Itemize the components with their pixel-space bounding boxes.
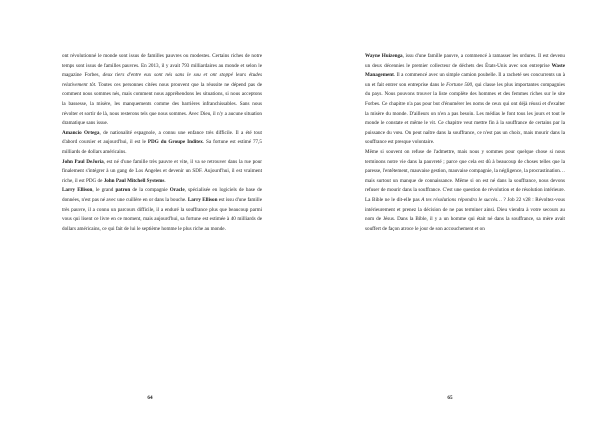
bold-text: Amancio Ortega <box>62 129 100 136</box>
paragraph-amancio-ortega <box>62 129 262 158</box>
italic-text: A tes résolutions répondra le succès… <box>421 196 502 203</box>
paragraph <box>62 52 262 129</box>
text-run: . Sa fortune est estimé 77,5 milliards de dollars américains. <box>62 139 262 155</box>
text-run: est issu d'une famille très pauvre, il a connu un parcours difficile, il a enduré la souffrance plus que beaucoup parmi vous qui lisent ce livre en ce moment, mais aujourd'hui, sa fortune est estimée à 40 milliards de dollars américains, ce qui fait de lui le septième homme le plus riche au monde. <box>62 196 262 232</box>
text-run: ont révolutionné le monde sont issus de familles pauvres ou modestes. Certains riches de notre temps sont issus de familles pauvres. En 2013, il y avait 793 milliardaires au monde et selon le magazine Forbes, <box>62 53 262 79</box>
right-page <box>300 0 600 424</box>
bold-text: PDG du Groupe Inditex <box>147 139 203 146</box>
bold-text: Waste Management <box>365 62 565 79</box>
bold-text: Larry Ellison <box>187 196 218 203</box>
italic-text: Fortune 500 <box>446 81 473 88</box>
text-run: , est né d'une famille très pauvre et vite, il va se retrouver dans la rue pour finalement s'intégrer à un gang de Los Angeles et devenir un SDF. Aujourd'hui, il est vraiment riche, il est PDG de <box>62 158 263 184</box>
italic-text: deux tiers d'entre eux sont nés sans le sou et ont stoppé leurs études relativement tôt <box>62 72 262 88</box>
paragraph-wayne-huizenga <box>365 52 565 148</box>
paragraph-larry-ellison <box>62 186 262 234</box>
bold-text: Oracle <box>169 187 185 194</box>
paragraph <box>365 148 565 234</box>
text-run: . Il a commencé avec un simple camion poubelle. Il a racheté ses concurrents un à un et fait entrer son entreprise dans le <box>365 72 565 88</box>
text-run: ? Job 22 v28 : Révoltez-vous intérieurement et prenez la décision de ne pas terminer ainsi. Dieu viendra à votre secours au nom de Jésus. Dans la Bible, il y a un homme qui était né dans la souffrance, sa mère avait souffert de façon atroce le jour de son accouchement et on <box>365 196 565 232</box>
bold-text: John Paul Mitchell Systems <box>103 177 165 184</box>
text-run: . Toutes ces personnes citées nous prouvent que la réussite ne dépend pas de comment nous sommes nés, mais comment nous appréhendons les situations, si nous acceptons la bassesse, la misère, les manquements comme des barrières infranchissables. Sans nous révolter et sortir de là, nous resterons tels que nous sommes. Avec Dieu, il n'y a aucune situation dramatique sans issue. <box>62 81 262 127</box>
text-run: , issu d'une famille pauvre, a commencé à ramasser les ordures. Il est devenu un deux décennies le premier collecteur de déchets des États-Unis avec son entreprise <box>365 53 565 69</box>
text-run: Même si souvent on refuse de l'admettre, mais nous y sommes pour quelque chose si nous terminons notre vie dans la pauvreté ; parce que cela est dû à beaucoup de choses telles que la paresse, l'entêtement, mauvaise gestion, mauvaise compagnie, la négligence, la procrastination…mais surtout un manque de connaissance. Même si on est né dans la souffrance, nous devons refuser de mourir dans la souffrance. C'est une question de révolution et de résolution intérieure. La Bible ne le dit-elle pas <box>365 148 565 203</box>
paragraph-john-paul-dejoria <box>62 158 262 187</box>
page-number-right: 65 <box>447 395 453 401</box>
text-run: de la compagnie <box>130 187 170 194</box>
bold-text: Wayne Huizenga <box>365 53 403 59</box>
right-page-text <box>365 52 565 234</box>
text-run: , spécialisée en logiciels de base de données, n'est pas né avec une cuillère en or dans la bouche. <box>62 187 262 203</box>
text-run: , le grand <box>92 187 116 194</box>
text-run: , de nationalité espagnole, a connu une enfance très difficile. Il a été tout d'abord coursier et aujourd'hui, il est le <box>62 129 262 146</box>
bold-text: John Paul DeJoria <box>62 158 104 165</box>
bold-text: Larry Ellison <box>62 187 93 194</box>
left-page-text <box>62 52 262 234</box>
bold-text: patron <box>115 187 131 194</box>
text-run: . <box>164 177 166 184</box>
page-number-left: 64 <box>147 395 153 401</box>
text-run: , qui classe les plus importantes compagnies du pays. Nous pouvons trouver la liste complète des hommes et des femmes riches sur le site Forbes. Ce chapitre n'a pas pour but d'énumérer les noms de ceux qui ont déjà réussi et d'exalter la misère du monde. D'ailleurs on n'en a pas besoin. Les médias le font tous les jours et tout le monde le constate et même le vit. Ce chapitre veut mettre fin à la souffrance de certains par la puissance du vœu. On peut naître dans la souffrance, ce n'est pas un choix, mais mourir dans la souffrance est presque volontaire. <box>365 81 565 146</box>
